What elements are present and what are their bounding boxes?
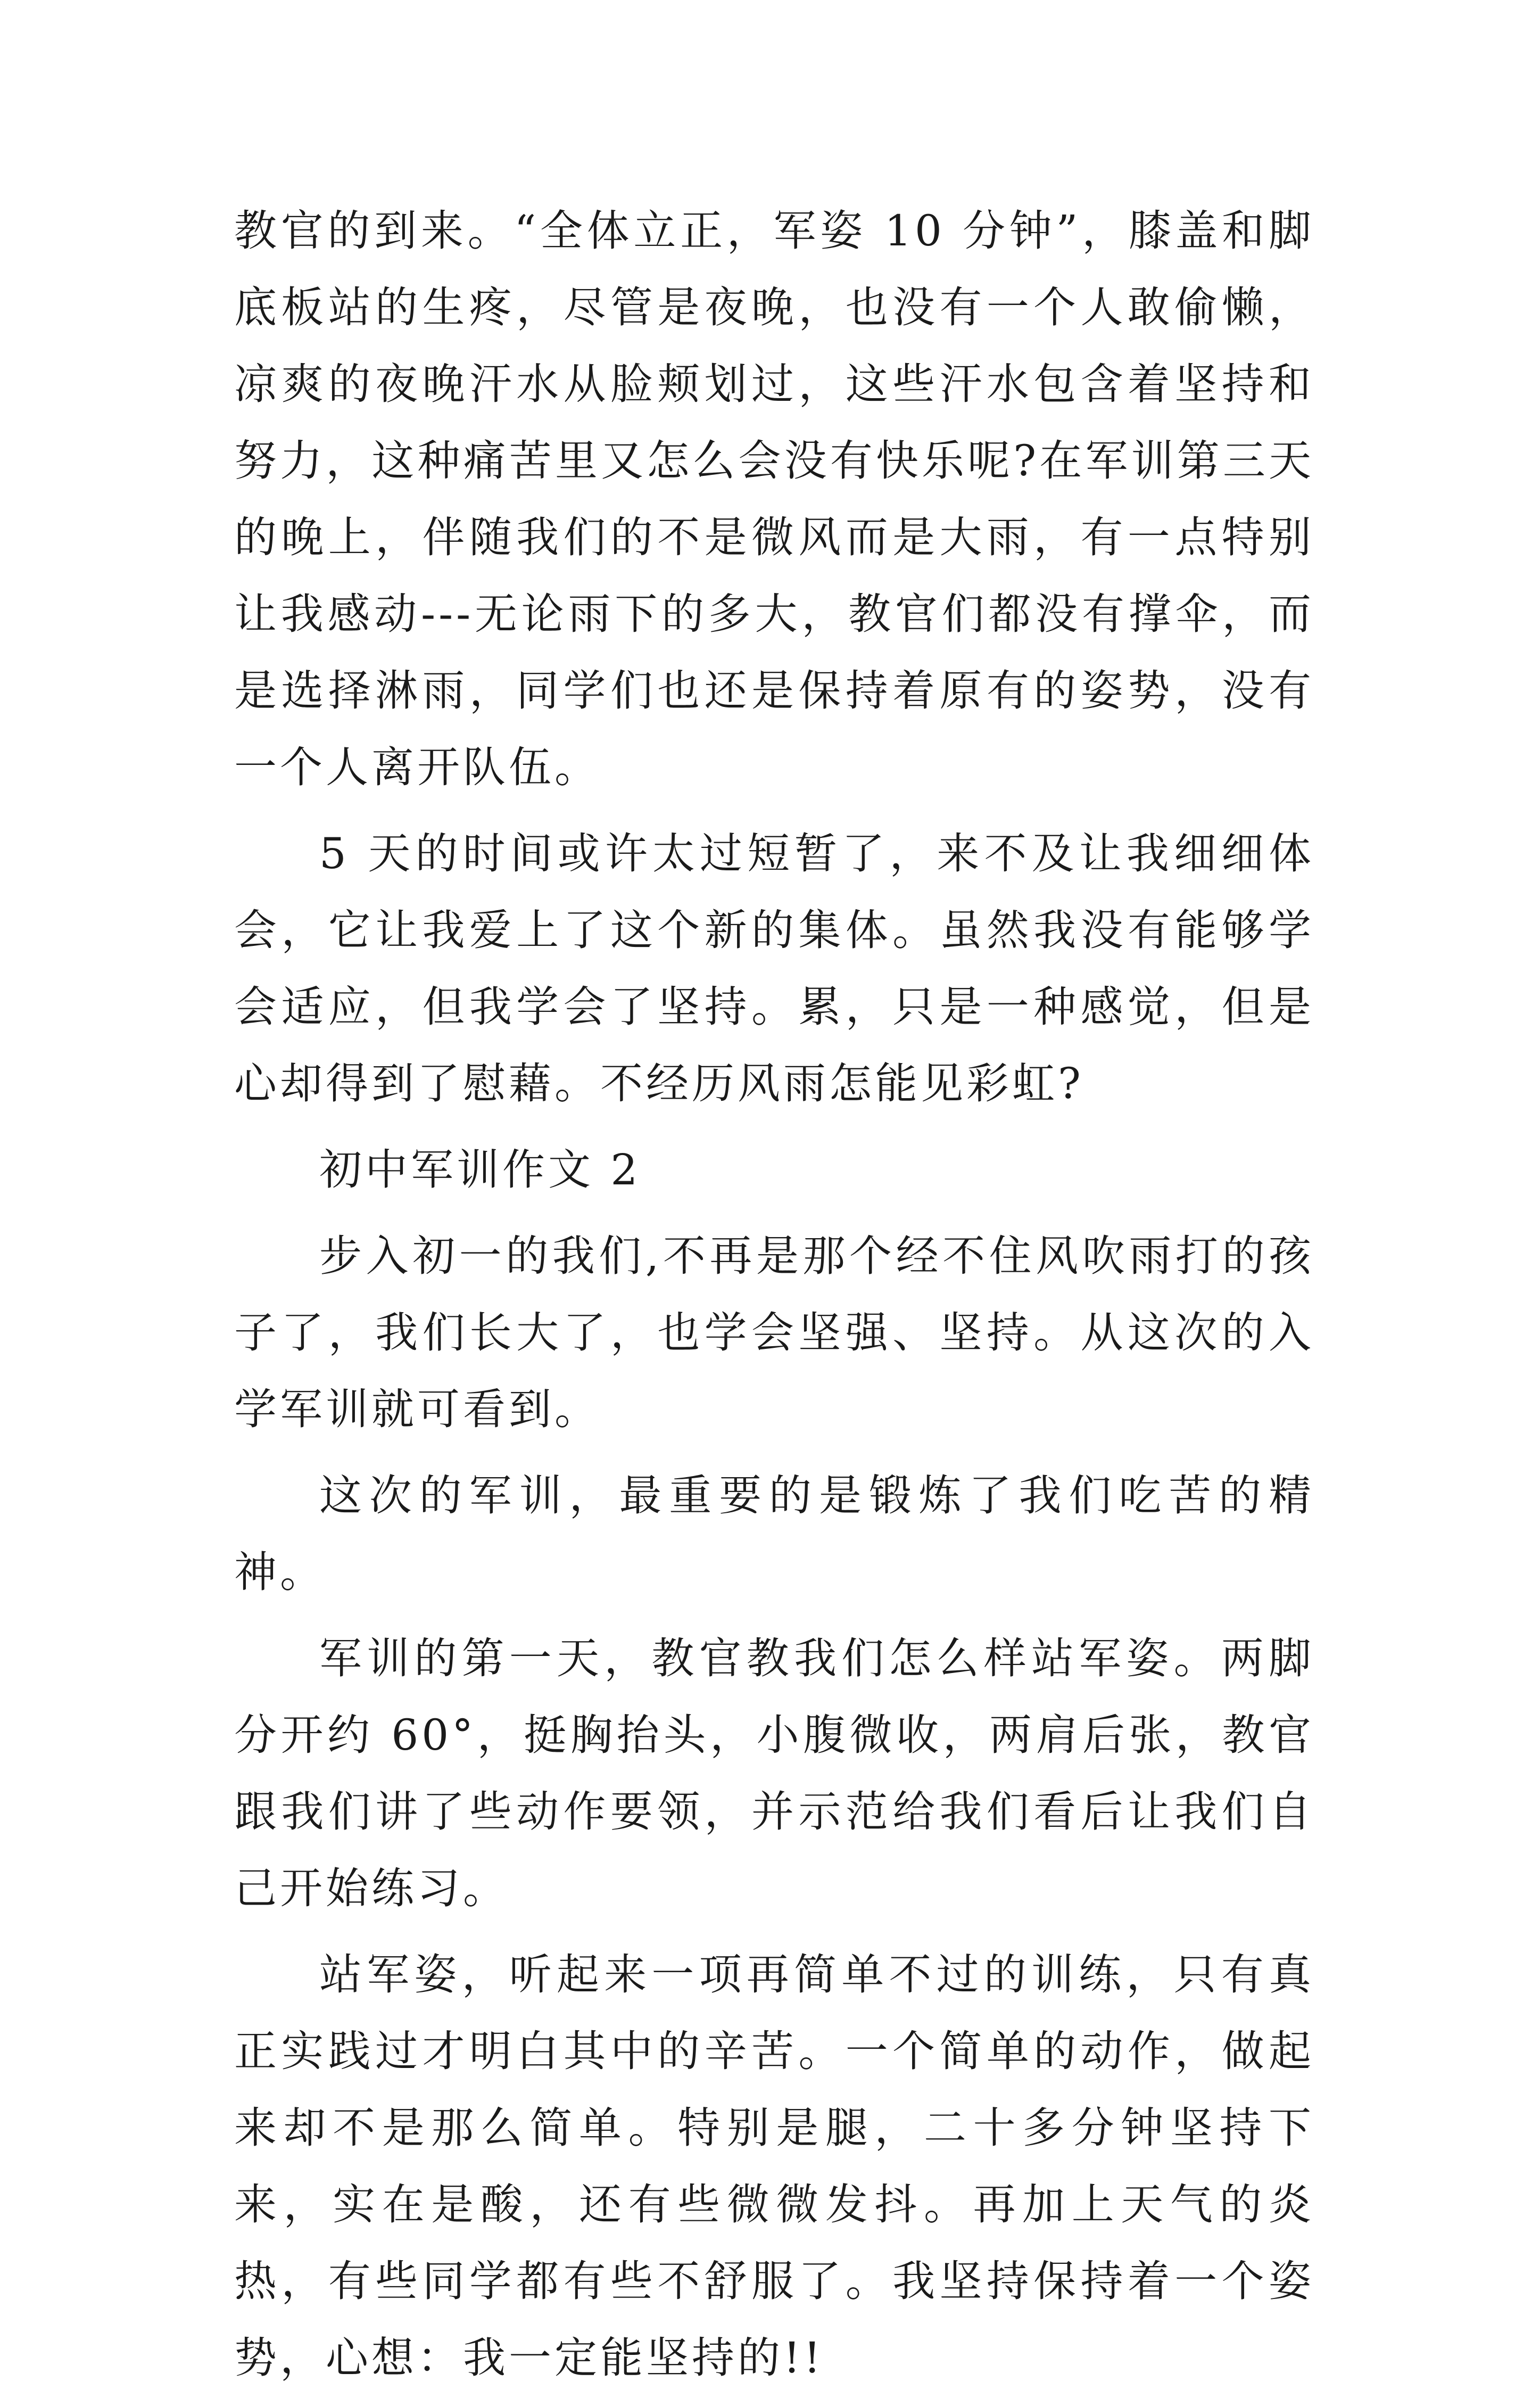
- paragraph-continuation: 教官的到来。“全体立正，军姿 10 分钟”，膝盖和脚底板站的生疼，尽管是夜晚，也没有一个人敢偷懒，凉爽的夜晚汗水从脸颊划过，这些汗水包含着坚持和努力，这种痛苦里又怎么会没有快乐呢?在军训第三天的晚上，伴随我们的不是微风而是大雨，有一点特别让我感动---无论雨下的多大，教官们都没有撑伞，而是选择淋雨，同学们也还是保持着原有的姿势，没有一个人离开队伍。: [234, 206, 1314, 792]
- section-heading: 初中军训作文 2: [319, 1145, 641, 1194]
- paragraph: 军训的第一天，教官教我们怎么样站军姿。两脚分开约 60°，挺胸抬头，小腹微收，两肩后张，教官跟我们讲了些动作要领，并示范给我们看后让我们自己开始练习。: [234, 1634, 1314, 1913]
- paragraph: 5 天的时间或许太过短暂了，来不及让我细细体会，它让我爱上了这个新的集体。虽然我没有能够学会适应，但我学会了坚持。累，只是一种感觉，但是心却得到了慰藉。不经历风雨怎能见彩虹?: [234, 829, 1314, 1108]
- paragraph: 这次的军训，最重要的是锻炼了我们吃苦的精神。: [234, 1471, 1314, 1597]
- document-body: [234, 193, 1314, 2406]
- paragraph: 步入初一的我们,不再是那个经不住风吹雨打的孩子了，我们长大了，也学会坚强、坚持。从这次的入学军训就可看到。: [234, 1231, 1314, 1434]
- paragraph: 站军姿，听起来一项再简单不过的训练，只有真正实践过才明白其中的辛苦。一个简单的动作，做起来却不是那么简单。特别是腿，二十多分钟坚持下来，实在是酸，还有些微微发抖。再加上天气的炎热，有些同学都有些不舒服了。我坚持保持着一个姿势，心想：我一定能坚持的!!: [234, 1950, 1314, 2383]
